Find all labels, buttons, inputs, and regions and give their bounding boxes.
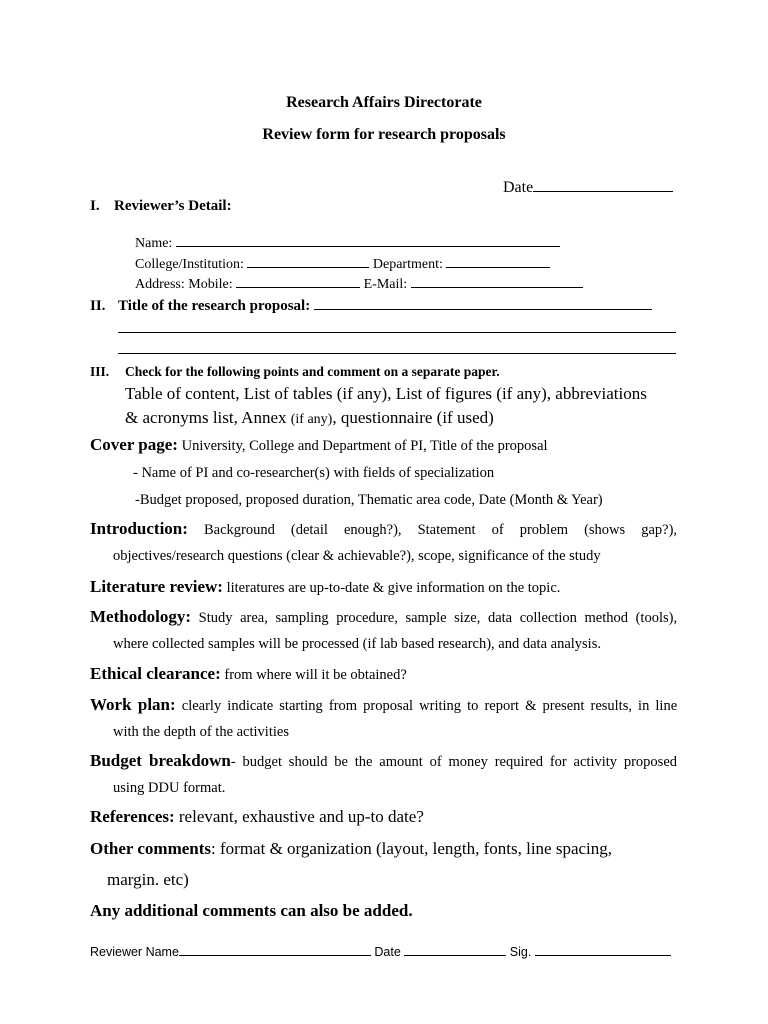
references-heading: References:	[90, 807, 175, 826]
budget-word: be	[334, 754, 348, 770]
literature-review-text: literatures are up-to-date & give information on the topic.	[222, 580, 561, 596]
department-label: Department:	[372, 257, 443, 272]
introduction-item	[90, 519, 677, 539]
reviewer-name-field[interactable]	[179, 943, 371, 956]
budget-breakdown-heading: Budget breakdown	[90, 751, 231, 770]
budget-word: activity	[573, 754, 618, 770]
section-checklist	[90, 364, 500, 380]
work-plan-item	[90, 695, 677, 715]
footer-date-label: Date	[374, 945, 401, 959]
cover-page-heading: Cover page:	[90, 435, 178, 454]
work-word: from	[328, 698, 358, 714]
other-comments-line-2: margin. etc)	[107, 870, 189, 889]
work-word: present	[542, 698, 585, 714]
budget-word: amount	[379, 754, 423, 770]
intro-word: Background	[203, 522, 275, 538]
section-number: II.	[90, 298, 106, 314]
introduction-line-2: objectives/research questions (clear & achievable?), scope, significance of the study	[113, 548, 601, 564]
cover-page-subitem-2: -Budget proposed, proposed duration, Thematic area code, Date (Month & Year)	[135, 492, 603, 508]
additional-comments-note: Any additional comments can also be added.	[90, 901, 413, 920]
checklist-line-2c: , questionnaire (if used)	[332, 408, 494, 427]
budget-word: for	[549, 754, 567, 770]
other-comments-heading: Other comments	[90, 839, 212, 858]
date-label: Date	[503, 179, 534, 196]
meth-word: sample	[405, 610, 447, 626]
form-organization-title: Research Affairs Directorate	[286, 94, 482, 111]
budget-word: money	[448, 754, 488, 770]
work-word: &	[525, 698, 537, 714]
meth-word: size,	[454, 610, 481, 626]
work-word: proposal	[363, 698, 414, 714]
name-field[interactable]	[176, 232, 560, 247]
checklist-line-2b: (if any)	[290, 412, 333, 427]
meth-word: data	[487, 610, 513, 626]
ethical-clearance-item	[90, 664, 407, 684]
college-label: College/Institution:	[135, 257, 244, 272]
reviewer-name-label: Reviewer Name	[90, 945, 179, 959]
references-item	[90, 807, 424, 827]
college-field[interactable]	[247, 253, 369, 268]
section-reviewer-detail	[90, 198, 232, 215]
work-word: in	[638, 698, 650, 714]
cover-page-item	[90, 435, 548, 455]
email-field[interactable]	[411, 273, 583, 288]
section-title: Title of the research proposal:	[118, 298, 311, 314]
section-number: I.	[90, 198, 100, 214]
checklist-line-2	[125, 408, 494, 428]
other-comments-item	[90, 839, 612, 859]
intro-word: (shows	[584, 522, 626, 538]
literature-review-heading: Literature review:	[90, 577, 223, 596]
budget-word: -	[230, 754, 236, 770]
work-word: report	[484, 698, 520, 714]
intro-word: problem	[519, 522, 569, 538]
college-department-row	[135, 253, 550, 273]
budget-breakdown-line-2: using DDU format.	[113, 780, 226, 796]
signature-field[interactable]	[535, 943, 671, 956]
cover-page-text: University, College and Department of PI, Title of the proposal	[177, 438, 548, 454]
methodology-line-2: where collected samples will be processed (if lab based research), and data analysis.	[113, 636, 601, 652]
intro-word: gap?),	[641, 522, 678, 538]
literature-review-item	[90, 577, 560, 597]
proposal-title-field[interactable]	[314, 295, 652, 310]
budget-word: the	[354, 754, 373, 770]
work-plan-heading: Work plan:	[90, 695, 176, 714]
section-title: Check for the following points and comment on a separate paper.	[125, 364, 500, 379]
reviewer-name-row	[135, 232, 560, 252]
checklist-line-1: Table of content, List of tables (if any), List of figures (if any), abbreviations	[125, 384, 647, 403]
meth-word: area,	[240, 610, 268, 626]
work-word: writing	[419, 698, 462, 714]
reviewer-signature-row	[90, 943, 671, 959]
methodology-heading: Methodology:	[90, 607, 192, 626]
work-word: results,	[590, 698, 632, 714]
address-email-row	[135, 273, 583, 293]
methodology-item	[90, 607, 677, 627]
footer-date-field[interactable]	[404, 943, 506, 956]
intro-word: Statement	[417, 522, 476, 538]
address-label: Address: Mobile:	[135, 277, 233, 292]
meth-word: sampling	[275, 610, 329, 626]
work-word: clearly	[181, 698, 222, 714]
signature-label: Sig.	[509, 945, 532, 959]
work-word: starting	[279, 698, 323, 714]
ethical-clearance-heading: Ethical clearance:	[90, 664, 221, 683]
meth-word: Study	[198, 610, 233, 626]
budget-word: required	[494, 754, 544, 770]
work-plan-line-2: with the depth of the activities	[113, 724, 289, 740]
other-comments-text: : format & organization (layout, length, fonts, line spacing,	[211, 839, 613, 858]
date-field-row	[503, 177, 673, 197]
checklist-line-2a: & acronyms list, Annex	[125, 408, 291, 427]
budget-word: should	[288, 754, 328, 770]
budget-word: of	[429, 754, 442, 770]
section-title: Reviewer’s Detail:	[114, 198, 232, 214]
ethical-clearance-text: from where will it be obtained?	[220, 667, 407, 683]
meth-word: method	[584, 610, 628, 626]
budget-word: budget	[242, 754, 282, 770]
budget-word: proposed	[623, 754, 678, 770]
intro-word: of	[491, 522, 504, 538]
meth-word: (tools),	[635, 610, 678, 626]
department-field[interactable]	[446, 253, 550, 268]
meth-word: procedure,	[336, 610, 398, 626]
section-proposal-title	[90, 295, 652, 315]
budget-breakdown-item	[90, 751, 677, 771]
meth-word: collection	[519, 610, 577, 626]
introduction-heading: Introduction:	[90, 519, 188, 538]
references-text: relevant, exhaustive and up-to date?	[174, 807, 424, 826]
name-label: Name:	[135, 236, 173, 251]
work-word: indicate	[227, 698, 274, 714]
section-number: III.	[90, 364, 110, 379]
work-word: line	[655, 698, 678, 714]
mobile-field[interactable]	[236, 273, 360, 288]
email-label: E-Mail:	[363, 277, 408, 292]
date-field[interactable]	[533, 177, 673, 192]
cover-page-subitem-1: - Name of PI and co-researcher(s) with fields of specialization	[133, 465, 495, 481]
intro-word: (detail	[290, 522, 328, 538]
intro-word: enough?),	[343, 522, 402, 538]
work-word: to	[467, 698, 479, 714]
proposal-title-line-2[interactable]	[118, 332, 676, 333]
proposal-title-line-3[interactable]	[118, 353, 676, 354]
form-subtitle: Review form for research proposals	[262, 126, 506, 143]
